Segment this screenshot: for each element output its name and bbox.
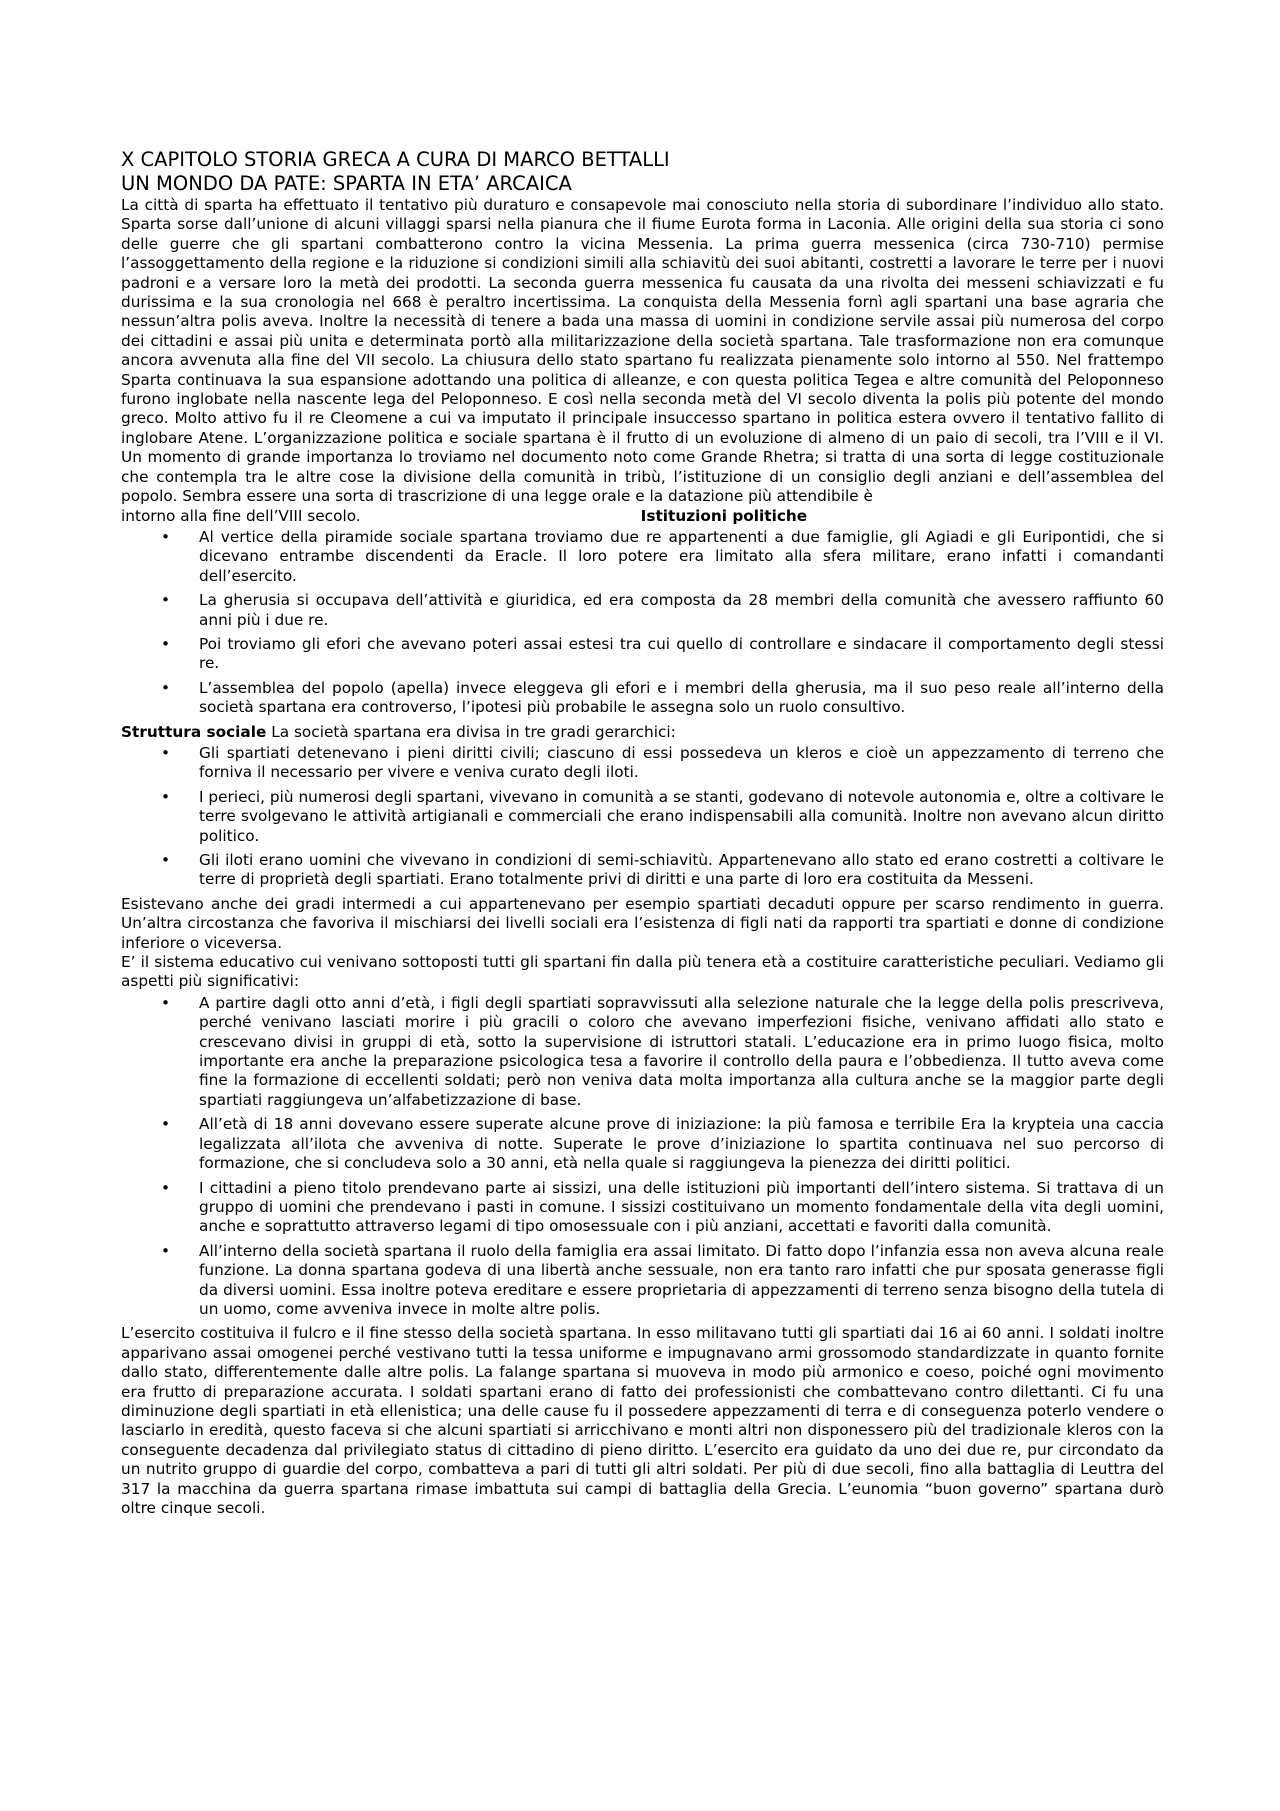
- social-list: [121, 744, 1164, 890]
- list-item: [121, 591, 1164, 630]
- bullet-icon: •: [161, 634, 171, 653]
- bullet-icon: •: [161, 1178, 171, 1197]
- bullet-icon: •: [161, 743, 171, 762]
- bullet-icon: •: [161, 851, 171, 869]
- list-item-text: All’interno della società spartana il ruolo della famiglia era assai limitato. Di fatto dopo l’infanzia essa non aveva alcuna reale funzione. La donna spartana godeva di una libertà anche sessuale, non era tanto raro infatti che pur sposata generasse figli da diversi uomini. Essa inoltre poteva ereditare e essere proprietaria di appezzamenti di terreno senza bisogno della tutela di un uomo, come avveniva invece in molte altre polis.: [199, 1241, 1164, 1318]
- list-item-text: I perieci, più numerosi degli spartani, vivevano in comunità a se stanti, godevano di notevole autonomia e, oltre a coltivare le terre svolgevano le attività artigianali e commerciali che erano indispensabili alla comunità. Inoltre non avevano alcun diritto politico.: [199, 787, 1164, 845]
- list-item: [121, 1179, 1164, 1237]
- list-item-text: Poi troviamo gli efori che avevano poteri assai estesi tra cui quello di controllare e sindacare il comportamento degli stessi re.: [199, 634, 1164, 673]
- list-item-text: Al vertice della piramide sociale spartana troviamo due re appartenenti a due famiglie, gli Agiadi e gli Euripontidi, che si dicevano entrambe discendenti da Eracle. Il loro potere era limitato alla sfera militare, erano infatti i comandanti dell’esercito.: [199, 527, 1164, 585]
- bullet-icon: •: [161, 1115, 171, 1134]
- bullet-icon: •: [161, 1241, 171, 1260]
- political-list: [121, 528, 1164, 718]
- list-item: [121, 1242, 1164, 1320]
- bullet-icon: •: [161, 787, 171, 806]
- intro-last-line-with-heading: [121, 507, 1164, 526]
- list-item-text: La gherusia si occupava dell’attività e giuridica, ed era composta da 28 membri della comunità che avessero raffiunto 60 anni più i due re.: [199, 591, 1164, 629]
- title-line-2: UN MONDO DA PATE: SPARTA IN ETA’ ARCAICA: [121, 172, 572, 195]
- list-item: [121, 635, 1164, 674]
- bullet-icon: •: [161, 591, 171, 610]
- list-item: [121, 994, 1164, 1110]
- bullet-icon: •: [161, 678, 171, 697]
- section-heading-social: Struttura sociale: [121, 722, 267, 741]
- middle-paragraph-2: E’ il sistema educativo cui venivano sottoposti tutti gli spartani fin dalla più tenera età a costituire caratteristiche peculiari. Vediamo gli aspetti più significativi:: [121, 953, 1164, 991]
- list-item-text: All’età di 18 anni dovevano essere superate alcune prove di iniziazione: la più famosa e terribile Era la krypteia una caccia legalizzata all’ilota che avveniva di notte. Superate le prove d’iniziazione lo spartita continuava nel suo percorso di formazione, che si concludeva solo a 30 anni, età nella quale si raggiungeva la pienezza dei diritti politici.: [199, 1115, 1164, 1173]
- middle-paragraph-1: Esistevano anche dei gradi intermedi a cui appartenevano per esempio spartiati decaduti oppure per scarso rendimento in guerra. Un’altra circostanza che favoriva il mischiarsi dei livelli sociali era l’esistenza di figli nati da rapporti tra spartiati e donne di condizione inferiore o viceversa.: [121, 894, 1164, 952]
- list-item: [121, 744, 1164, 783]
- title-line-1: X CAPITOLO STORIA GRECA A CURA DI MARCO BETTALLI: [121, 148, 670, 171]
- list-item: [121, 679, 1164, 718]
- intro-paragraph: La città di sparta ha effettuato il tentativo più duraturo e consapevole mai conosciuto nella storia di subordinare l’individuo allo stato. Sparta sorse dall’unione di alcuni villaggi sparsi nella pianura che il fiume Eurota forma in Laconia. Alle origini della sua storia ci sono delle guerre che gli spartani combatterono contro la vicina Messenia. La prima guerra messenica (circa 730-710) permise l’assoggettamento della regione e la riduzione si condizioni simili alla schiavitù dei suoi abitanti, costretti a lavorare le terre per i nuovi padroni e a versare loro la metà dei prodotti. La seconda guerra messenica fu causata da una rivolta dei messeni schiavizzati e fu durissima e la sua cronologia nel 668 è peraltro incertissima. La conquista della Messenia fornì agli spartani una base agraria che nessun’altra polis aveva. Inoltre la necessità di tenere a bada una massa di uomini in condizione servile assai più numerosa del corpo dei cittadini e assai più unita e determinata portò alla militarizzazione della società spartana. Tale trasformazione non era comunque ancora avvenuta alla fine del VII secolo. La chiusura dello stato spartano fu realizzata pienamente solo intorno al 550. Nel frattempo Sparta continuava la sua espansione adottando una politica di alleanze, e con questa politica Tegea e altre comunità del Peloponneso furono inglobate nella nascente lega del Peloponneso. E così nella seconda metà del VI secolo diventa la polis più potente del mondo greco. Molto attivo fu il re Cleomene a cui va imputato il principale insuccesso spartano in politica estera ovvero il tentativo fallito di inglobare Atene. L’organizzazione politica e sociale spartana è il frutto di un evoluzione di almeno di un paio di secoli, tra l’VIII e il VI. Un momento di grande importanza lo troviamo nel documento noto come Grande Rhetra; si tratta di una sorta di legge costituzionale che contempla tra le altre cose la divisione della comunità in tribù, l’istituzione di un consiglio degli anziani e dell’assemblea del popolo. Sembra essere una sorta di trascrizione di una legge orale e la datazione più attendibile è: [121, 196, 1164, 506]
- intro-last-line: intorno alla fine dell’VIII secolo.: [121, 506, 361, 525]
- list-item-text: L’assemblea del popolo (apella) invece eleggeva gli efori e i membri della gherusia, ma il suo peso reale all’interno della società spartana era controverso, l’ipotesi più probabile le assegna solo un ruolo consultivo.: [199, 678, 1164, 717]
- document-page: [121, 148, 1164, 1518]
- bullet-icon: •: [161, 993, 171, 1012]
- section-heading-political: Istituzioni politiche: [640, 506, 808, 525]
- list-item-text: I cittadini a pieno titolo prendevano parte ai sissizi, una delle istituzioni più importanti dell’intero sistema. Si trattava di un gruppo di uomini che prendevano i pasti in comune. I sissizi costituivano un momento fondamentale della vita degli uomini, anche e soprattutto attraverso legami di tipo omosessuale con i più anziani, accettati e favoriti dalla comunità.: [199, 1178, 1164, 1236]
- bullet-icon: •: [161, 527, 171, 546]
- social-structure-intro: [121, 723, 1164, 742]
- list-item-text: Gli spartiati detenevano i pieni diritti civili; ciascuno di essi possedeva un kleros e cioè un appezzamento di terreno che forniva il necessario per vivere e veniva curato degli iloti.: [199, 743, 1164, 782]
- list-item-text: A partire dagli otto anni d’età, i figli degli spartiati sopravvissuti alla selezione naturale che la legge della polis prescriveva, perché venivano lasciati morire i più gracili o coloro che avevano imperfezioni fisiche, venivano affidati allo stato e crescevano divisi in gruppi di età, sotto la supervisione di istruttori statali. L’educazione era in primo luogo fisica, molto importante era anche la preparazione psicologica tesa a favorire il controllo della paura e l’obbedienza. Il tutto aveva come fine la formazione di eccellenti soldati; però non veniva data molta importanza alla cultura anche se la maggior parte degli spartiati raggiungeva un’alfabetizzazione di base.: [199, 993, 1164, 1109]
- list-item: [121, 528, 1164, 586]
- education-list: [121, 994, 1164, 1320]
- list-item: [121, 851, 1164, 890]
- social-intro-text: La società spartana era divisa in tre gradi gerarchici:: [266, 722, 676, 741]
- final-paragraph: L’esercito costituiva il fulcro e il fine stesso della società spartana. In esso militavano tutti gli spartiati dai 16 ai 60 anni. I soldati inoltre apparivano assai omogenei perché vestivano tutti la tessa uniforme e impugnavano armi grossomodo standardizzate in quanto fornite dallo stato, differentemente dalle altre polis. La falange spartana si muoveva in modo più armonico e coeso, poiché ogni movimento era frutto di preparazione accurata. I soldati spartani erano di fatto dei professionisti che combattevano contro dilettanti. Ci fu una diminuzione degli spartiati in età ellenistica; una delle cause fu il possedere appezzamenti di terra e di conseguenza poterlo vendere o lasciarlo in eredità, questo faceva si che alcuni spartiati si arricchivano e monti altri non disponessero più del tradizionale kleros con la conseguente decadenza dal privilegiato status di cittadino di pieno diritto. L’esercito era guidato da uno dei due re, pur circondato da un nutrito gruppo di guardie del corpo, combatteva a pari di tutti gli altri soldati. Per più di due secoli, fino alla battaglia di Leuttra del 317 la macchina da guerra spartana rimase imbattuta sui campi di battaglia della Grecia. L’eunomia “buon governo” spartana durò oltre cinque secoli.: [121, 1324, 1164, 1517]
- list-item: [121, 788, 1164, 846]
- list-item-text: Gli iloti erano uomini che vivevano in condizioni di semi-schiavitù. Appartenevano allo stato ed erano costretti a coltivare le terre di proprietà degli spartiati. Erano totalmente privi di diritti e una parte di loro era costituita da Messeni.: [199, 851, 1164, 889]
- list-item: [121, 1115, 1164, 1173]
